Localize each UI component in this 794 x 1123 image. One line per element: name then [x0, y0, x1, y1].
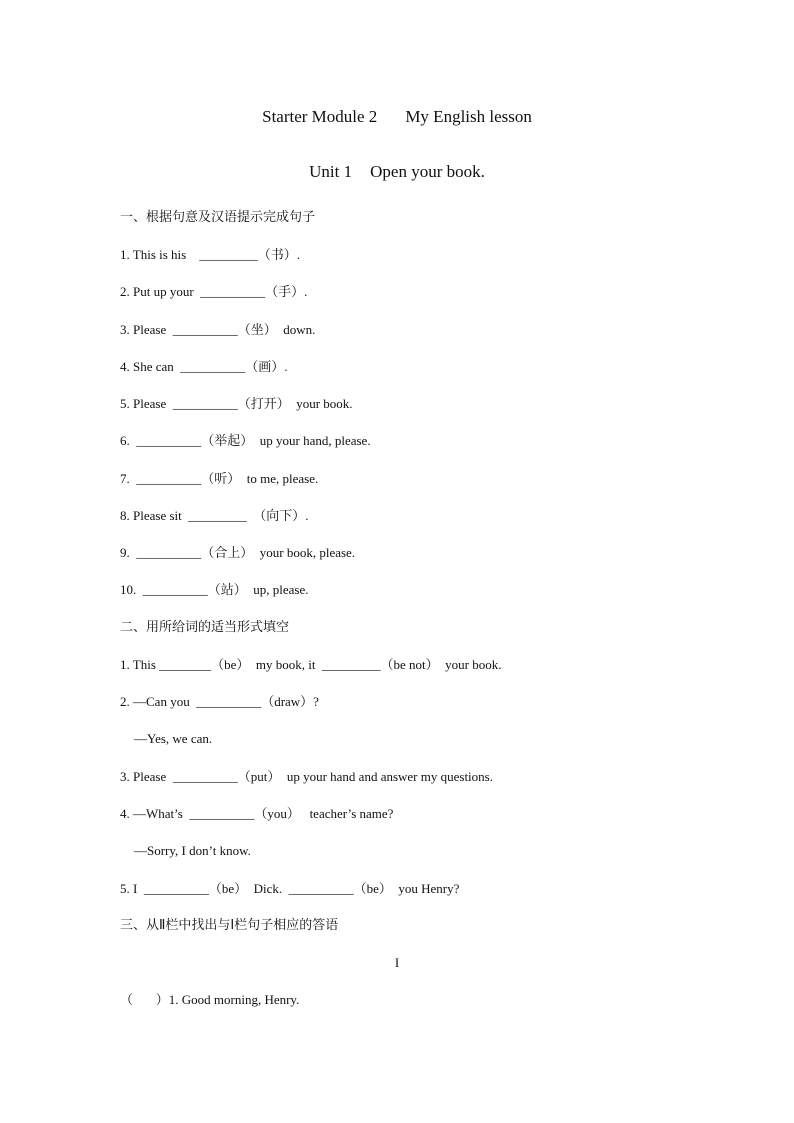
question-1-7: 7. __________（听） to me, please. [120, 471, 319, 486]
question-1-8: 8. Please sit _________ （向下）. [120, 508, 309, 523]
question-1-9: 9. __________（合上） your book, please. [120, 545, 356, 560]
question-1-4: 4. She can __________（画）. [120, 359, 288, 374]
unit-name: Open your book. [370, 162, 485, 181]
question-1-3: 3. Please __________（坐） down. [120, 322, 316, 337]
section-2-heading: 二、用所给词的适当形式填空 [120, 620, 290, 635]
unit-number: Unit 1 [309, 162, 353, 181]
section-1-heading: 一、根据句意及汉语提示完成句子 [120, 210, 316, 225]
question-1-6: 6. __________（举起） up your hand, please. [120, 433, 371, 448]
question-2-5: 5. I __________（be） Dick. __________（be） you Henry? [120, 881, 460, 896]
question-2-3: 3. Please __________（put） up your hand and answer my questions. [120, 769, 493, 784]
column-label: I [394, 955, 400, 970]
section-3-heading: 三、从Ⅱ栏中找出与Ⅰ栏句子相应的答语 [120, 918, 339, 933]
question-1-10: 10. __________（站） up, please. [120, 582, 309, 597]
question-2-4: 4. —What’s __________（you） teacher’s name? [120, 806, 394, 821]
question-1-1: 1. This is his _________（书）. [120, 247, 300, 262]
unit-title [0, 162, 794, 182]
question-2-1: 1. This ________（be） my book, it _________（be not） your book. [120, 657, 502, 672]
page-title [0, 107, 794, 127]
question-1-2: 2. Put up your __________（手）. [120, 284, 308, 299]
question-2-2: 2. —Can you __________（draw）? [120, 694, 319, 709]
module-title: Starter Module 2 [262, 107, 378, 126]
question-3-1: （ ）1. Good morning, Henry. [120, 992, 300, 1007]
lesson-title: My English lesson [405, 107, 532, 126]
question-1-5: 5. Please __________（打开） your book. [120, 396, 353, 411]
answer-2-4: —Sorry, I don’t know. [134, 843, 251, 858]
answer-2-2: —Yes, we can. [134, 731, 213, 746]
